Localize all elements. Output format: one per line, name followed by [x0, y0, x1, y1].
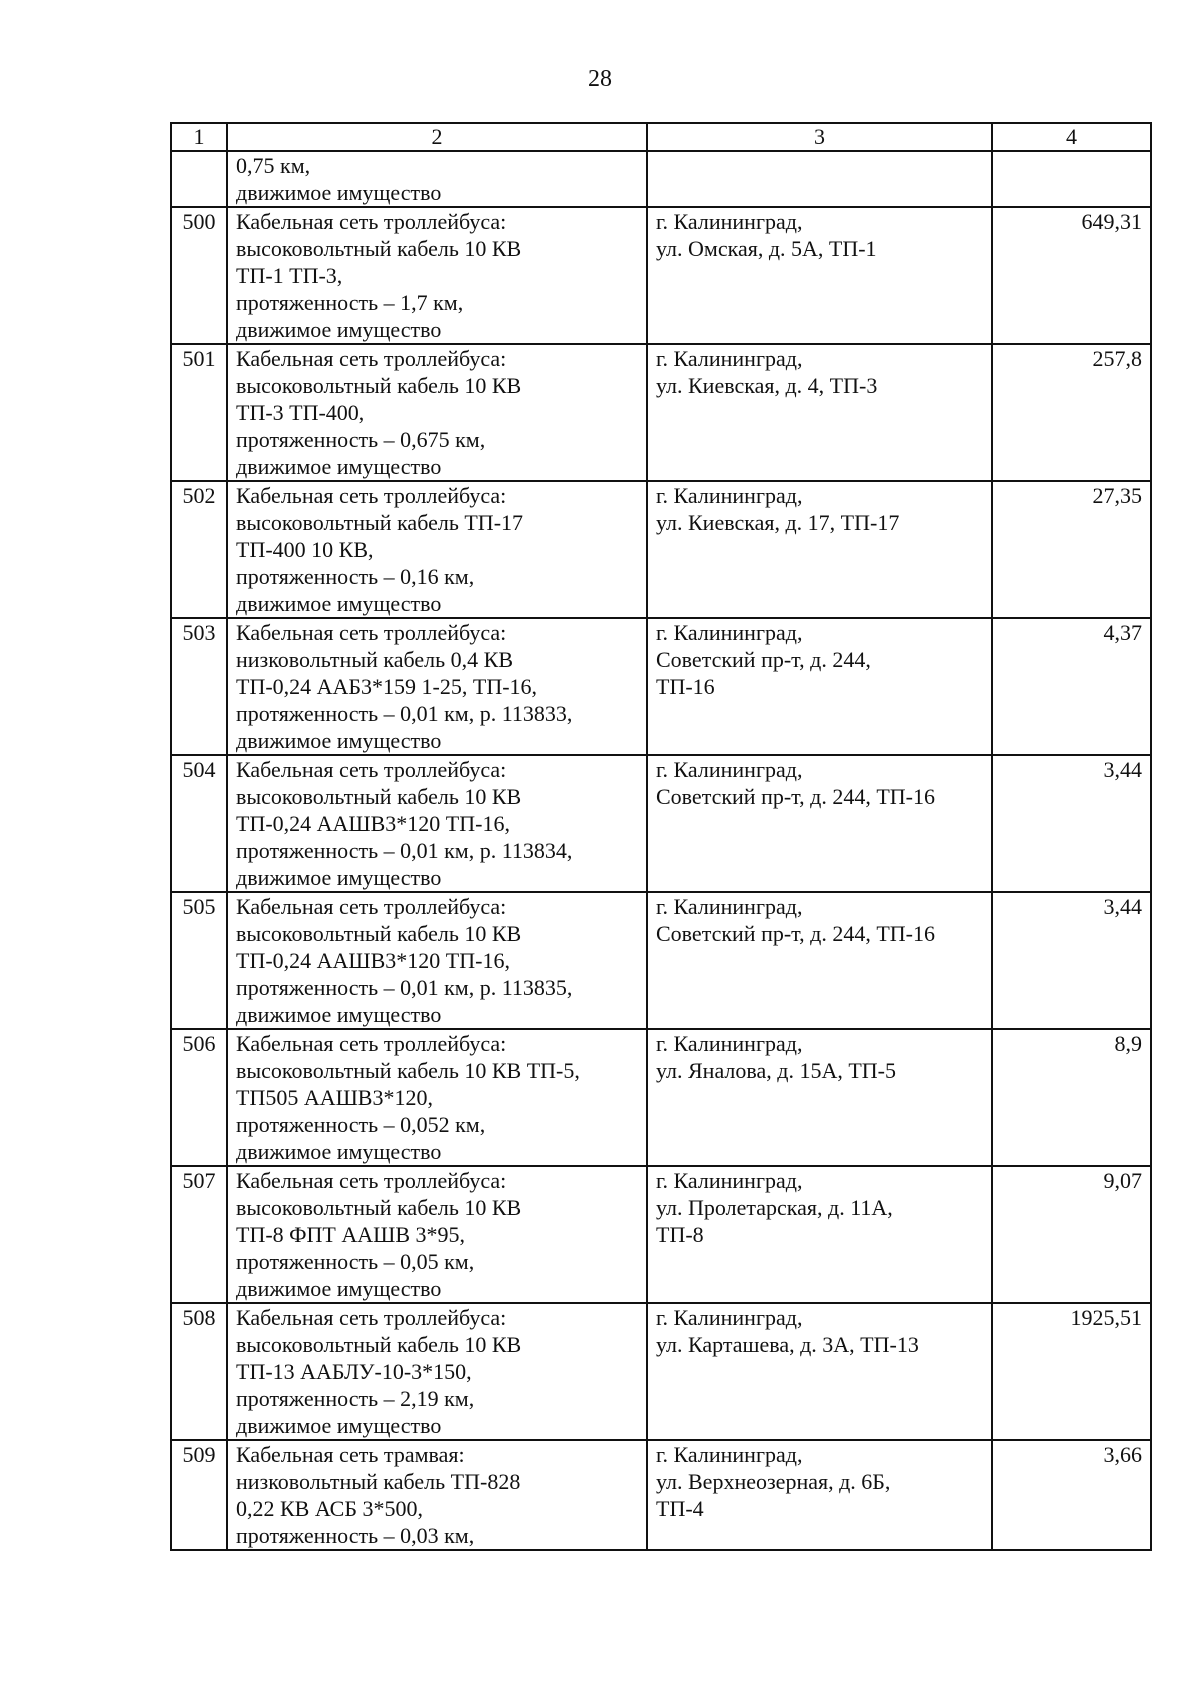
description-line: движимое имущество: [236, 454, 442, 479]
description-line: 0,22 КВ АСБ 3*500,: [236, 1496, 423, 1521]
column-header-1: 1: [171, 123, 227, 151]
address-cell: [647, 1166, 992, 1303]
table-row: [171, 481, 1151, 618]
continuation-value-cell: [992, 151, 1151, 207]
value-cell: 27,35: [992, 481, 1151, 618]
address-line: ул. Верхнеозерная, д. 6Б,: [656, 1469, 891, 1494]
description-line: движимое имущество: [236, 591, 442, 616]
description-line: движимое имущество: [236, 1139, 442, 1164]
description-cell: [227, 481, 647, 618]
row-number-cell: 509: [171, 1440, 227, 1550]
description-cell: [227, 755, 647, 892]
address-line: ул. Киевская, д. 17, ТП-17: [656, 510, 900, 535]
description-line: высоковольтный кабель 10 КВ: [236, 373, 522, 398]
description-line: ТП-0,24 ААБ3*159 1-25, ТП-16,: [236, 674, 538, 699]
description-line: Кабельная сеть троллейбуса:: [236, 346, 507, 371]
address-cell: [647, 755, 992, 892]
description-line: низковольтный кабель ТП-828: [236, 1469, 521, 1494]
address-line: ул. Киевская, д. 4, ТП-3: [656, 373, 878, 398]
description-line: ТП-400 10 КВ,: [236, 537, 374, 562]
row-number-cell: 508: [171, 1303, 227, 1440]
address-cell: [647, 1029, 992, 1166]
value-cell: 1925,51: [992, 1303, 1151, 1440]
address-cell: [647, 1440, 992, 1550]
description-line: движимое имущество: [236, 1413, 442, 1438]
description-cell: [227, 1440, 647, 1550]
row-number-cell: 502: [171, 481, 227, 618]
property-table: [170, 122, 1152, 1551]
address-cell: [647, 1303, 992, 1440]
description-cell: [227, 344, 647, 481]
description-line: высоковольтный кабель ТП-17: [236, 510, 524, 535]
description-cell: [227, 1303, 647, 1440]
table-row: [171, 1166, 1151, 1303]
description-line: протяженность – 0,01 км, р. 113833,: [236, 701, 573, 726]
description-line: движимое имущество: [236, 1276, 442, 1301]
description-line: 0,75 км,: [236, 153, 311, 178]
table-body: [171, 123, 1151, 1550]
address-line: Советский пр-т, д. 244, ТП-16: [656, 784, 935, 809]
address-line: г. Калининград,: [656, 483, 803, 508]
description-line: протяженность – 0,01 км, р. 113834,: [236, 838, 573, 863]
header-row: [171, 123, 1151, 151]
address-line: ТП-4: [656, 1496, 704, 1521]
address-line: ТП-16: [656, 674, 715, 699]
row-number-cell: 506: [171, 1029, 227, 1166]
description-line: Кабельная сеть троллейбуса:: [236, 1031, 507, 1056]
description-line: высоковольтный кабель 10 КВ: [236, 236, 522, 261]
description-line: движимое имущество: [236, 180, 442, 205]
description-line: низковольтный кабель 0,4 КВ: [236, 647, 514, 672]
address-line: г. Калининград,: [656, 1168, 803, 1193]
address-line: ул. Пролетарская, д. 11А,: [656, 1195, 893, 1220]
description-line: ТП-3 ТП-400,: [236, 400, 365, 425]
address-cell: [647, 892, 992, 1029]
address-line: г. Калининград,: [656, 346, 803, 371]
description-line: высоковольтный кабель 10 КВ: [236, 1332, 522, 1357]
description-line: протяженность – 0,01 км, р. 113835,: [236, 975, 573, 1000]
address-line: г. Калининград,: [656, 1305, 803, 1330]
description-line: Кабельная сеть троллейбуса:: [236, 894, 507, 919]
address-cell: [647, 207, 992, 344]
table-row: [171, 207, 1151, 344]
address-line: Советский пр-т, д. 244,: [656, 647, 871, 672]
continuation-row: [171, 151, 1151, 207]
description-line: ТП-1 ТП-3,: [236, 263, 343, 288]
description-line: ТП-0,24 ААШВ3*120 ТП-16,: [236, 811, 510, 836]
page-number: 28: [588, 66, 612, 92]
address-line: ТП-8: [656, 1222, 704, 1247]
description-line: ТП-0,24 ААШВ3*120 ТП-16,: [236, 948, 510, 973]
description-line: протяженность – 2,19 км,: [236, 1386, 475, 1411]
row-number-cell: 505: [171, 892, 227, 1029]
description-line: движимое имущество: [236, 865, 442, 890]
address-line: Советский пр-т, д. 244, ТП-16: [656, 921, 935, 946]
value-cell: 3,66: [992, 1440, 1151, 1550]
description-cell: [227, 1166, 647, 1303]
address-line: ул. Яналова, д. 15А, ТП-5: [656, 1058, 896, 1083]
description-line: движимое имущество: [236, 728, 442, 753]
description-line: Кабельная сеть троллейбуса:: [236, 620, 507, 645]
value-cell: 257,8: [992, 344, 1151, 481]
row-number-cell: 501: [171, 344, 227, 481]
description-line: Кабельная сеть троллейбуса:: [236, 483, 507, 508]
column-header-4: 4: [992, 123, 1151, 151]
address-line: г. Калининград,: [656, 757, 803, 782]
description-line: Кабельная сеть троллейбуса:: [236, 1305, 507, 1330]
description-line: высоковольтный кабель 10 КВ: [236, 784, 522, 809]
description-line: высоковольтный кабель 10 КВ ТП-5,: [236, 1058, 580, 1083]
table-row: [171, 1029, 1151, 1166]
address-line: г. Калининград,: [656, 1031, 803, 1056]
address-line: г. Калининград,: [656, 894, 803, 919]
table-row: [171, 1303, 1151, 1440]
description-line: высоковольтный кабель 10 КВ: [236, 1195, 522, 1220]
description-cell: [227, 1029, 647, 1166]
address-line: г. Калининград,: [656, 620, 803, 645]
description-line: протяженность – 1,7 км,: [236, 290, 464, 315]
description-line: протяженность – 0,052 км,: [236, 1112, 486, 1137]
description-line: высоковольтный кабель 10 КВ: [236, 921, 522, 946]
address-cell: [647, 344, 992, 481]
description-line: Кабельная сеть трамвая:: [236, 1442, 465, 1467]
value-cell: 649,31: [992, 207, 1151, 344]
address-line: ул. Карташева, д. 3А, ТП-13: [656, 1332, 919, 1357]
row-number-cell: 504: [171, 755, 227, 892]
column-header-2: 2: [227, 123, 647, 151]
table-row: [171, 1440, 1151, 1550]
address-cell: [647, 618, 992, 755]
table-row: [171, 755, 1151, 892]
description-line: Кабельная сеть троллейбуса:: [236, 1168, 507, 1193]
description-cell: [227, 618, 647, 755]
description-line: ТП-8 ФПТ ААШВ 3*95,: [236, 1222, 466, 1247]
description-line: Кабельная сеть троллейбуса:: [236, 209, 507, 234]
description-line: движимое имущество: [236, 1002, 442, 1027]
address-cell: [647, 481, 992, 618]
address-line: г. Калининград,: [656, 209, 803, 234]
value-cell: 8,9: [992, 1029, 1151, 1166]
address-line: ул. Омская, д. 5А, ТП-1: [656, 236, 877, 261]
table-row: [171, 618, 1151, 755]
row-number-cell: 503: [171, 618, 227, 755]
table-row: [171, 892, 1151, 1029]
description-line: ТП505 ААШВ3*120,: [236, 1085, 433, 1110]
value-cell: 4,37: [992, 618, 1151, 755]
description-line: Кабельная сеть троллейбуса:: [236, 757, 507, 782]
value-cell: 9,07: [992, 1166, 1151, 1303]
continuation-address-cell: [647, 151, 992, 207]
address-line: г. Калининград,: [656, 1442, 803, 1467]
column-header-3: 3: [647, 123, 992, 151]
row-number-cell: 500: [171, 207, 227, 344]
description-line: протяженность – 0,675 км,: [236, 427, 486, 452]
table-row: [171, 344, 1151, 481]
description-line: протяженность – 0,03 км,: [236, 1523, 475, 1548]
value-cell: 3,44: [992, 892, 1151, 1029]
description-line: протяженность – 0,16 км,: [236, 564, 475, 589]
description-line: движимое имущество: [236, 317, 442, 342]
description-cell: [227, 207, 647, 344]
continuation-description-cell: [227, 151, 647, 207]
continuation-num-cell: [171, 151, 227, 207]
description-line: протяженность – 0,05 км,: [236, 1249, 475, 1274]
description-line: ТП-13 ААБЛУ-10-3*150,: [236, 1359, 472, 1384]
row-number-cell: 507: [171, 1166, 227, 1303]
description-cell: [227, 892, 647, 1029]
value-cell: 3,44: [992, 755, 1151, 892]
